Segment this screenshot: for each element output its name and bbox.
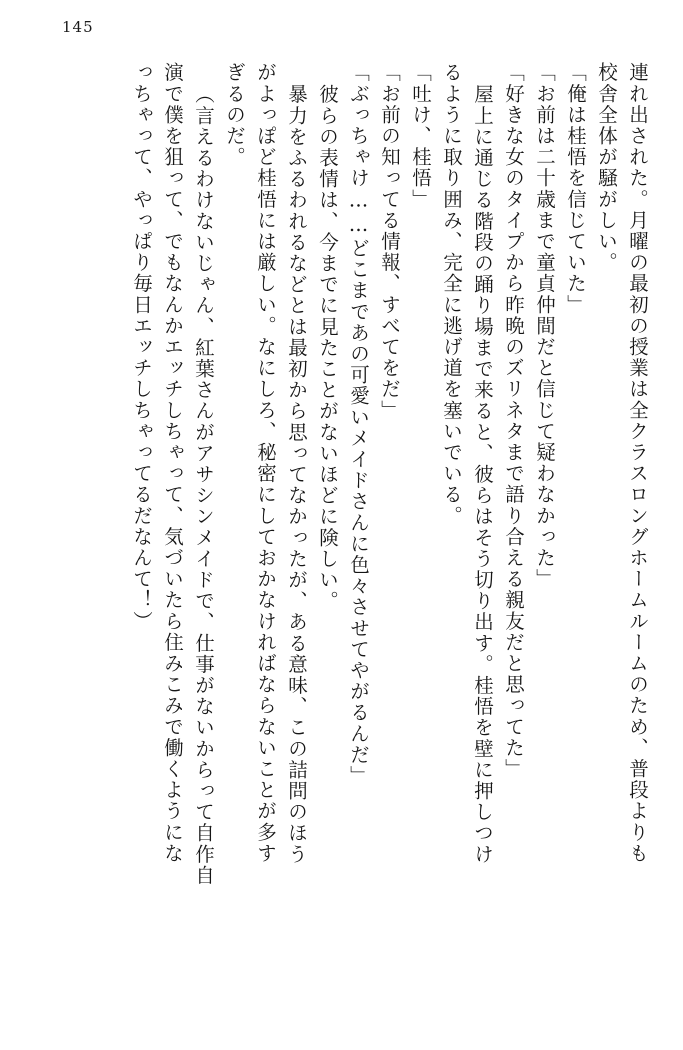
text-line: 暴力をふるわれるなどとは最初から思ってなかったが、ある意味、この詰問のほう <box>285 84 308 865</box>
text-line: るように取り囲み、完全に逃げ道を塞いでいる。 <box>440 62 463 527</box>
text-line: 屋上に通じる階段の踊り場まで来ると、彼らはそう切り出す。桂悟を壁に押しつけ <box>471 84 494 865</box>
text-line: 「吐け、桂悟」 <box>409 62 432 210</box>
text-line: 「俺は桂悟を信じていた」 <box>564 62 587 316</box>
text-line: 「好きな女のタイプから昨晩のズリネタまで語り合える親友だと思ってた」 <box>502 62 525 780</box>
text-line: 「ぶっちゃけ……どこまであの可愛いメイドさんに色々させてやがるんだ」 <box>347 62 370 787</box>
text-line: 校舎全体が騒がしい。 <box>595 62 618 273</box>
text-line: 演で僕を狙って、でもなんかエッチしちゃって、気づいたら住みこみで働くようにな <box>161 62 184 864</box>
text-line: がよっぽど桂悟には厳しい。なにしろ、秘密にしておかなければならないことが多す <box>254 62 277 864</box>
text-line: （言えるわけないじゃん、紅葉さんがアサシンメイドで、仕事がないからって自作自 <box>192 84 215 886</box>
text-line: 「お前は二十歳まで童貞仲間だと信じて疑わなかった」 <box>533 62 556 590</box>
page-number: 145 <box>62 18 94 36</box>
text-line: 「お前の知ってる情報、すべてをだ」 <box>378 62 401 421</box>
vertical-text-body <box>36 62 647 1022</box>
text-line: っちゃって、やっぱり毎日エッチしちゃってるだなんて！） <box>130 62 153 632</box>
text-line: 連れ出された。月曜の最初の授業は全クラスロングホームルームのため、普段よりも <box>626 62 649 864</box>
text-line: 彼らの表情は、今までに見たことがないほどに険しい。 <box>316 84 339 612</box>
text-line: ぎるのだ。 <box>223 62 246 168</box>
